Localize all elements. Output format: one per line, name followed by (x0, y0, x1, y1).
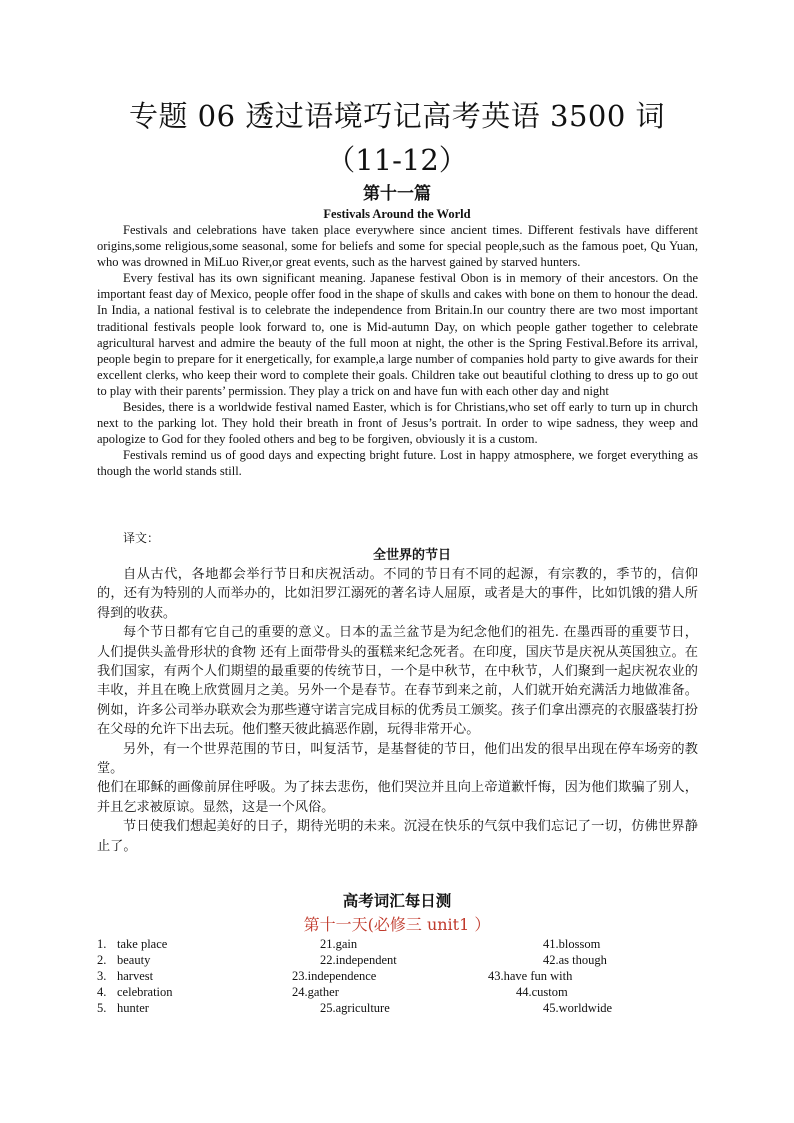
vocab-word: harvest (117, 969, 154, 983)
page-title-range: （11-12） (326, 143, 468, 177)
vocab-word: 23.independence (292, 969, 377, 983)
translation-paragraph: 另外，有一个世界范围的节日，叫复活节，是基督徒的节日，他们出发的很早出现在停车场旁的教堂。 (97, 741, 698, 777)
article-body (97, 222, 698, 480)
vocab-row (0, 968, 794, 984)
vocab-row (0, 952, 794, 968)
vocab-word: 43.have fun with (488, 969, 573, 983)
article-paragraph: Besides, there is a worldwide festival named Easter, which is for Christians,who set off early to turn up in church next to the parking lot. They hold their breath in front of Jesus’s portrait. In order to wipe sadness, they weep and apologize to God for they fooled others and beg to be forgiven, obviously it is a custom. (97, 400, 698, 447)
article-paragraph: Every festival has its own significant meaning. Japanese festival Obon is in memory of their ancestors. On the important feast day of Mexico, people offer food in the shape of skulls and cakes with bone on them to honour the dead. In India, a national festival is to celebrate the independence from Britain.In our country there are two most important traditional festivals people look forward to, one is Mid-autumn Day, on which people gather together to celebrate agricultural harvest and admire the beauty of the full moon at night, the other is the Spring Festival.Before its arrival, people begin to prepare for it energetically, for example,a large number of companies hold party to give awards for their excellent clerks, who keep their word to complete their goals. Children take out beautiful clothing to dress up to go out to play with their parents’ permission. They play a trick on and have fun with each other day and night (97, 271, 699, 398)
translation-paragraph: 节日使我们想起美好的日子，期待光明的未来。沉浸在快乐的气氛中我们忘记了一切，仿佛世界静止了。 (97, 819, 698, 854)
vocab-word: 21.gain (320, 937, 358, 951)
vocab-word: beauty (117, 953, 151, 967)
vocab-word: 42.as though (543, 953, 607, 967)
vocab-word: celebration (117, 985, 173, 999)
vocab-row (0, 984, 794, 1000)
translation-label: 译文： (123, 531, 160, 545)
vocab-title: 高考词汇每日测 (342, 891, 452, 910)
translation-paragraph: 自从古代，各地都会举行节日和庆祝活动。不同的节日有不同的起源，有宗教的，季节的，信仰的，还有为特别的人而举办的，比如汨罗江溺死的著名诗人屈原，或者是大的事件，比如饥饿的猎人所得到的收获。 (97, 567, 698, 621)
vocab-subtitle: 第十一天(必修三 unit1 ） (303, 915, 491, 934)
translation-paragraph: 每个节日都有它自己的重要的意义。日本的盂兰盆节是为纪念他们的祖先. 在墨西哥的重要节日，人们提供头盖骨形状的食物 还有上面带骨头的蛋糕来纪念死者。在印度，国庆节是庆祝从英国独立。在我们国家，有两个人们期望的最重要的传统节日，一个是中秋节，在中秋节，人们聚到一起庆祝农业的丰收，并且在晚上欣赏圆月之美。另外一个是春节。在春节到来之前，人们就开始充满活力地做准备。例如，许多公司举办联欢会为那些遵守诺言完成目标的优秀员工颁奖。孩子们拿出漂亮的衣服盛装打扮在父母的允许下出去玩。他们整天彼此搞恶作剧，玩得非常开心。 (97, 625, 698, 738)
vocab-word: hunter (117, 1001, 149, 1015)
article-paragraph: Festivals and celebrations have taken place everywhere since ancient times. Different festivals have different origins,some religious,some seasonal, some for beliefs and some for special people,such as the famous poet, Qu Yuan, who was drowned in MiLuo River,or great events, such as the harvest gained by starved hunters. (97, 223, 698, 270)
vocab-number: 2. (97, 953, 107, 967)
vocab-word: 41.blossom (543, 937, 601, 951)
translation-body (97, 565, 698, 856)
vocab-number: 1. (97, 937, 107, 951)
vocab-word: 22.independent (320, 953, 397, 967)
translation-title: 全世界的节日 (372, 548, 451, 563)
vocab-word: 44.custom (516, 985, 568, 999)
translation-paragraph: 他们在耶稣的画像前屏住呼吸。为了抹去悲伤，他们哭泣并且向上帝道歉忏悔，因为他们欺骗了别人，并且乞求被原谅。显然，这是一个风俗。 (97, 780, 698, 815)
vocab-number: 5. (97, 1001, 107, 1015)
article-title: Festivals Around the World (323, 207, 471, 221)
vocab-number: 4. (97, 985, 107, 999)
article-paragraph: Festivals remind us of good days and expecting bright future. Lost in happy atmosphere, we forget everything as though the world stands still. (97, 448, 698, 479)
vocab-word: 24.gather (292, 985, 339, 999)
vocab-list (0, 936, 794, 1026)
page-title: 专题 06 透过语境巧记高考英语 3500 词 (128, 99, 666, 133)
vocab-row (0, 936, 794, 952)
vocab-number: 3. (97, 969, 107, 983)
vocab-word: take place (117, 937, 168, 951)
vocab-word: 25.agriculture (320, 1001, 390, 1015)
vocab-row (0, 1000, 794, 1016)
vocab-word: 45.worldwide (543, 1001, 613, 1015)
chapter-heading: 第十一篇 (363, 184, 431, 204)
